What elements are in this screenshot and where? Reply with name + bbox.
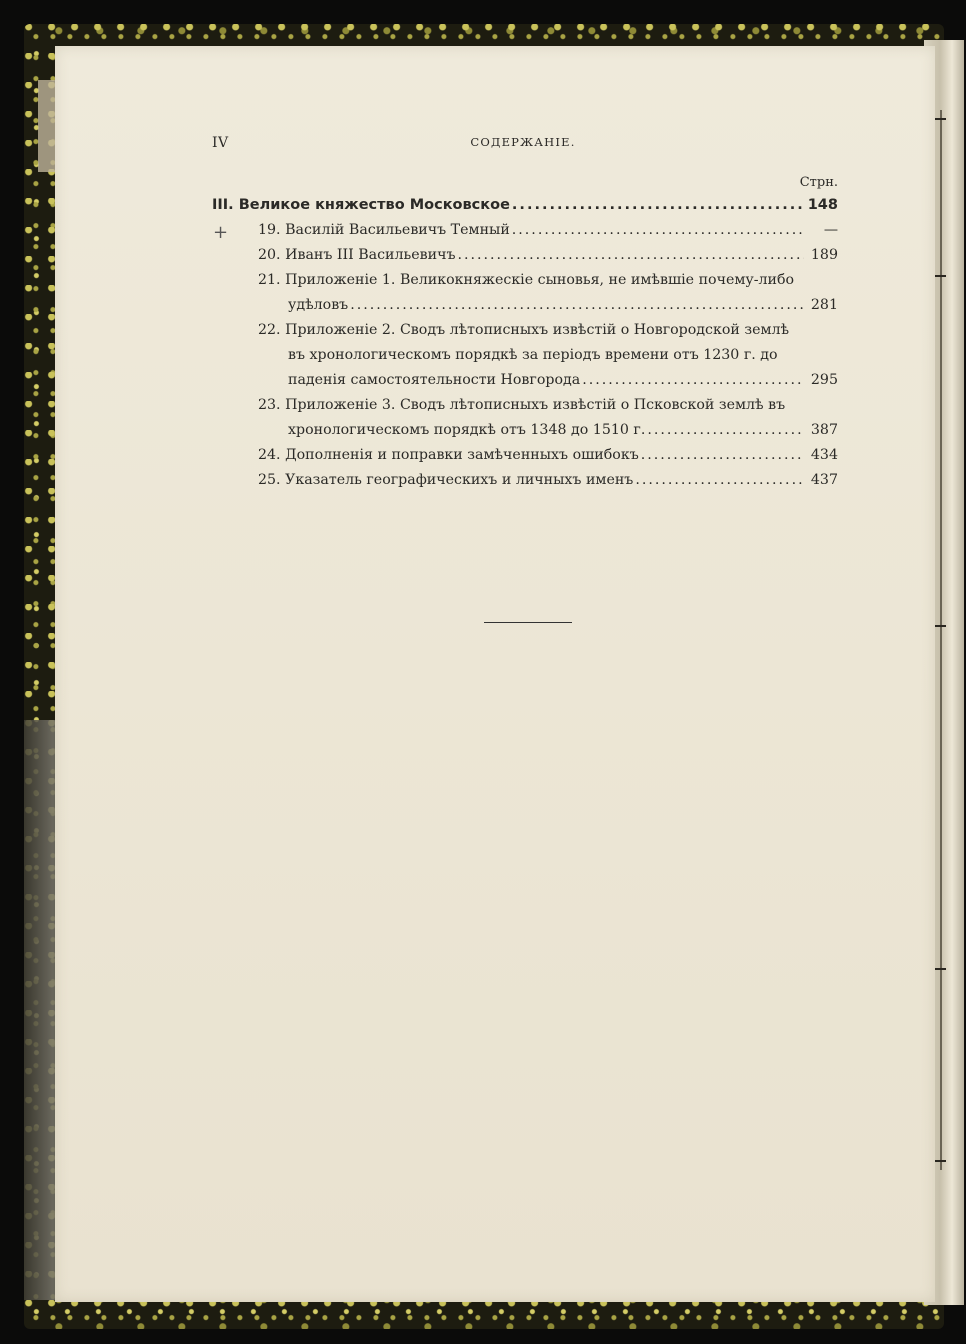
toc-page-number: 434 (810, 447, 838, 463)
toc-section-title: III. Великое княжество Московское (212, 197, 510, 213)
dot-leader (458, 243, 805, 268)
pencil-margin-mark: + (213, 222, 229, 243)
dot-leader (635, 468, 804, 493)
binding-notch (934, 968, 946, 970)
dot-leader (641, 443, 804, 468)
toc-entry-continuation (212, 293, 838, 318)
binding-notch (934, 1160, 946, 1162)
running-title: СОДЕРЖАНІЕ. (470, 135, 576, 149)
toc-entry (212, 218, 838, 243)
gutter-binding-line (940, 110, 942, 1170)
toc-entry-title: Указатель географическихъ и личныхъ именъ (285, 472, 634, 488)
toc-entry-continuation (212, 418, 838, 443)
page-number: IV (212, 135, 229, 151)
toc-page-number: 189 (810, 247, 838, 263)
table-of-contents (212, 192, 838, 493)
toc-entry-number: 19. (258, 222, 281, 238)
binding-notch (934, 118, 946, 120)
toc-entry-title: Иванъ III Васильевичъ (285, 247, 456, 263)
page-column-label: Стрн. (799, 175, 838, 190)
toc-entry-title: Приложеніе 3. Сводъ лѣтописныхъ извѣстій о Псковской землѣ въ (285, 397, 786, 413)
toc-entry-continuation (212, 343, 838, 368)
dot-leader (582, 368, 804, 393)
toc-entry-number: 22. (258, 322, 281, 338)
toc-page-number: 281 (810, 297, 838, 313)
toc-entry-title: Приложеніе 2. Сводъ лѣтописныхъ извѣстій о Новгородской землѣ (285, 322, 790, 338)
toc-page-number: 295 (810, 372, 838, 388)
dot-leader (647, 418, 804, 443)
dot-leader (512, 218, 804, 243)
toc-section-row (212, 192, 838, 218)
toc-entry (212, 243, 838, 268)
toc-entry-title: Дополненія и поправки замѣченныхъ ошибокъ (285, 447, 639, 463)
toc-page-number: 387 (810, 422, 838, 438)
toc-entry-title: хронологическомъ порядкѣ отъ 1348 до 1510 г. (288, 422, 646, 438)
toc-entry (212, 318, 838, 343)
toc-entry (212, 468, 838, 493)
closing-rule (484, 622, 572, 623)
toc-page-number: 437 (810, 472, 838, 488)
dot-leader (350, 293, 804, 318)
toc-entry-number: 21. (258, 272, 281, 288)
toc-entry-title: въ хронологическомъ порядкѣ за періодъ времени отъ 1230 г. до (288, 347, 778, 363)
paper-tab (38, 80, 56, 172)
binding-notch (934, 275, 946, 277)
toc-entry (212, 268, 838, 293)
toc-entry-number: 20. (258, 247, 281, 263)
toc-entry-number: 24. (258, 447, 281, 463)
toc-entry-title: удѣловъ (288, 297, 349, 313)
toc-entry-number: 25. (258, 472, 281, 488)
toc-entry-number: 23. (258, 397, 281, 413)
toc-page-number: 148 (807, 197, 838, 213)
toc-entry-continuation (212, 368, 838, 393)
binding-notch (934, 625, 946, 627)
dot-leader (512, 192, 804, 218)
toc-entry-title: Приложеніе 1. Великокняжескіе сыновья, не имѣвшіе почему-либо (285, 272, 795, 288)
toc-entry-title: паденія самостоятельности Новгорода (288, 372, 581, 388)
toc-page-number: — (823, 222, 838, 238)
toc-entry (212, 393, 838, 418)
toc-entry (212, 443, 838, 468)
toc-entry-title: Василій Васильевичъ Темный (285, 222, 510, 238)
